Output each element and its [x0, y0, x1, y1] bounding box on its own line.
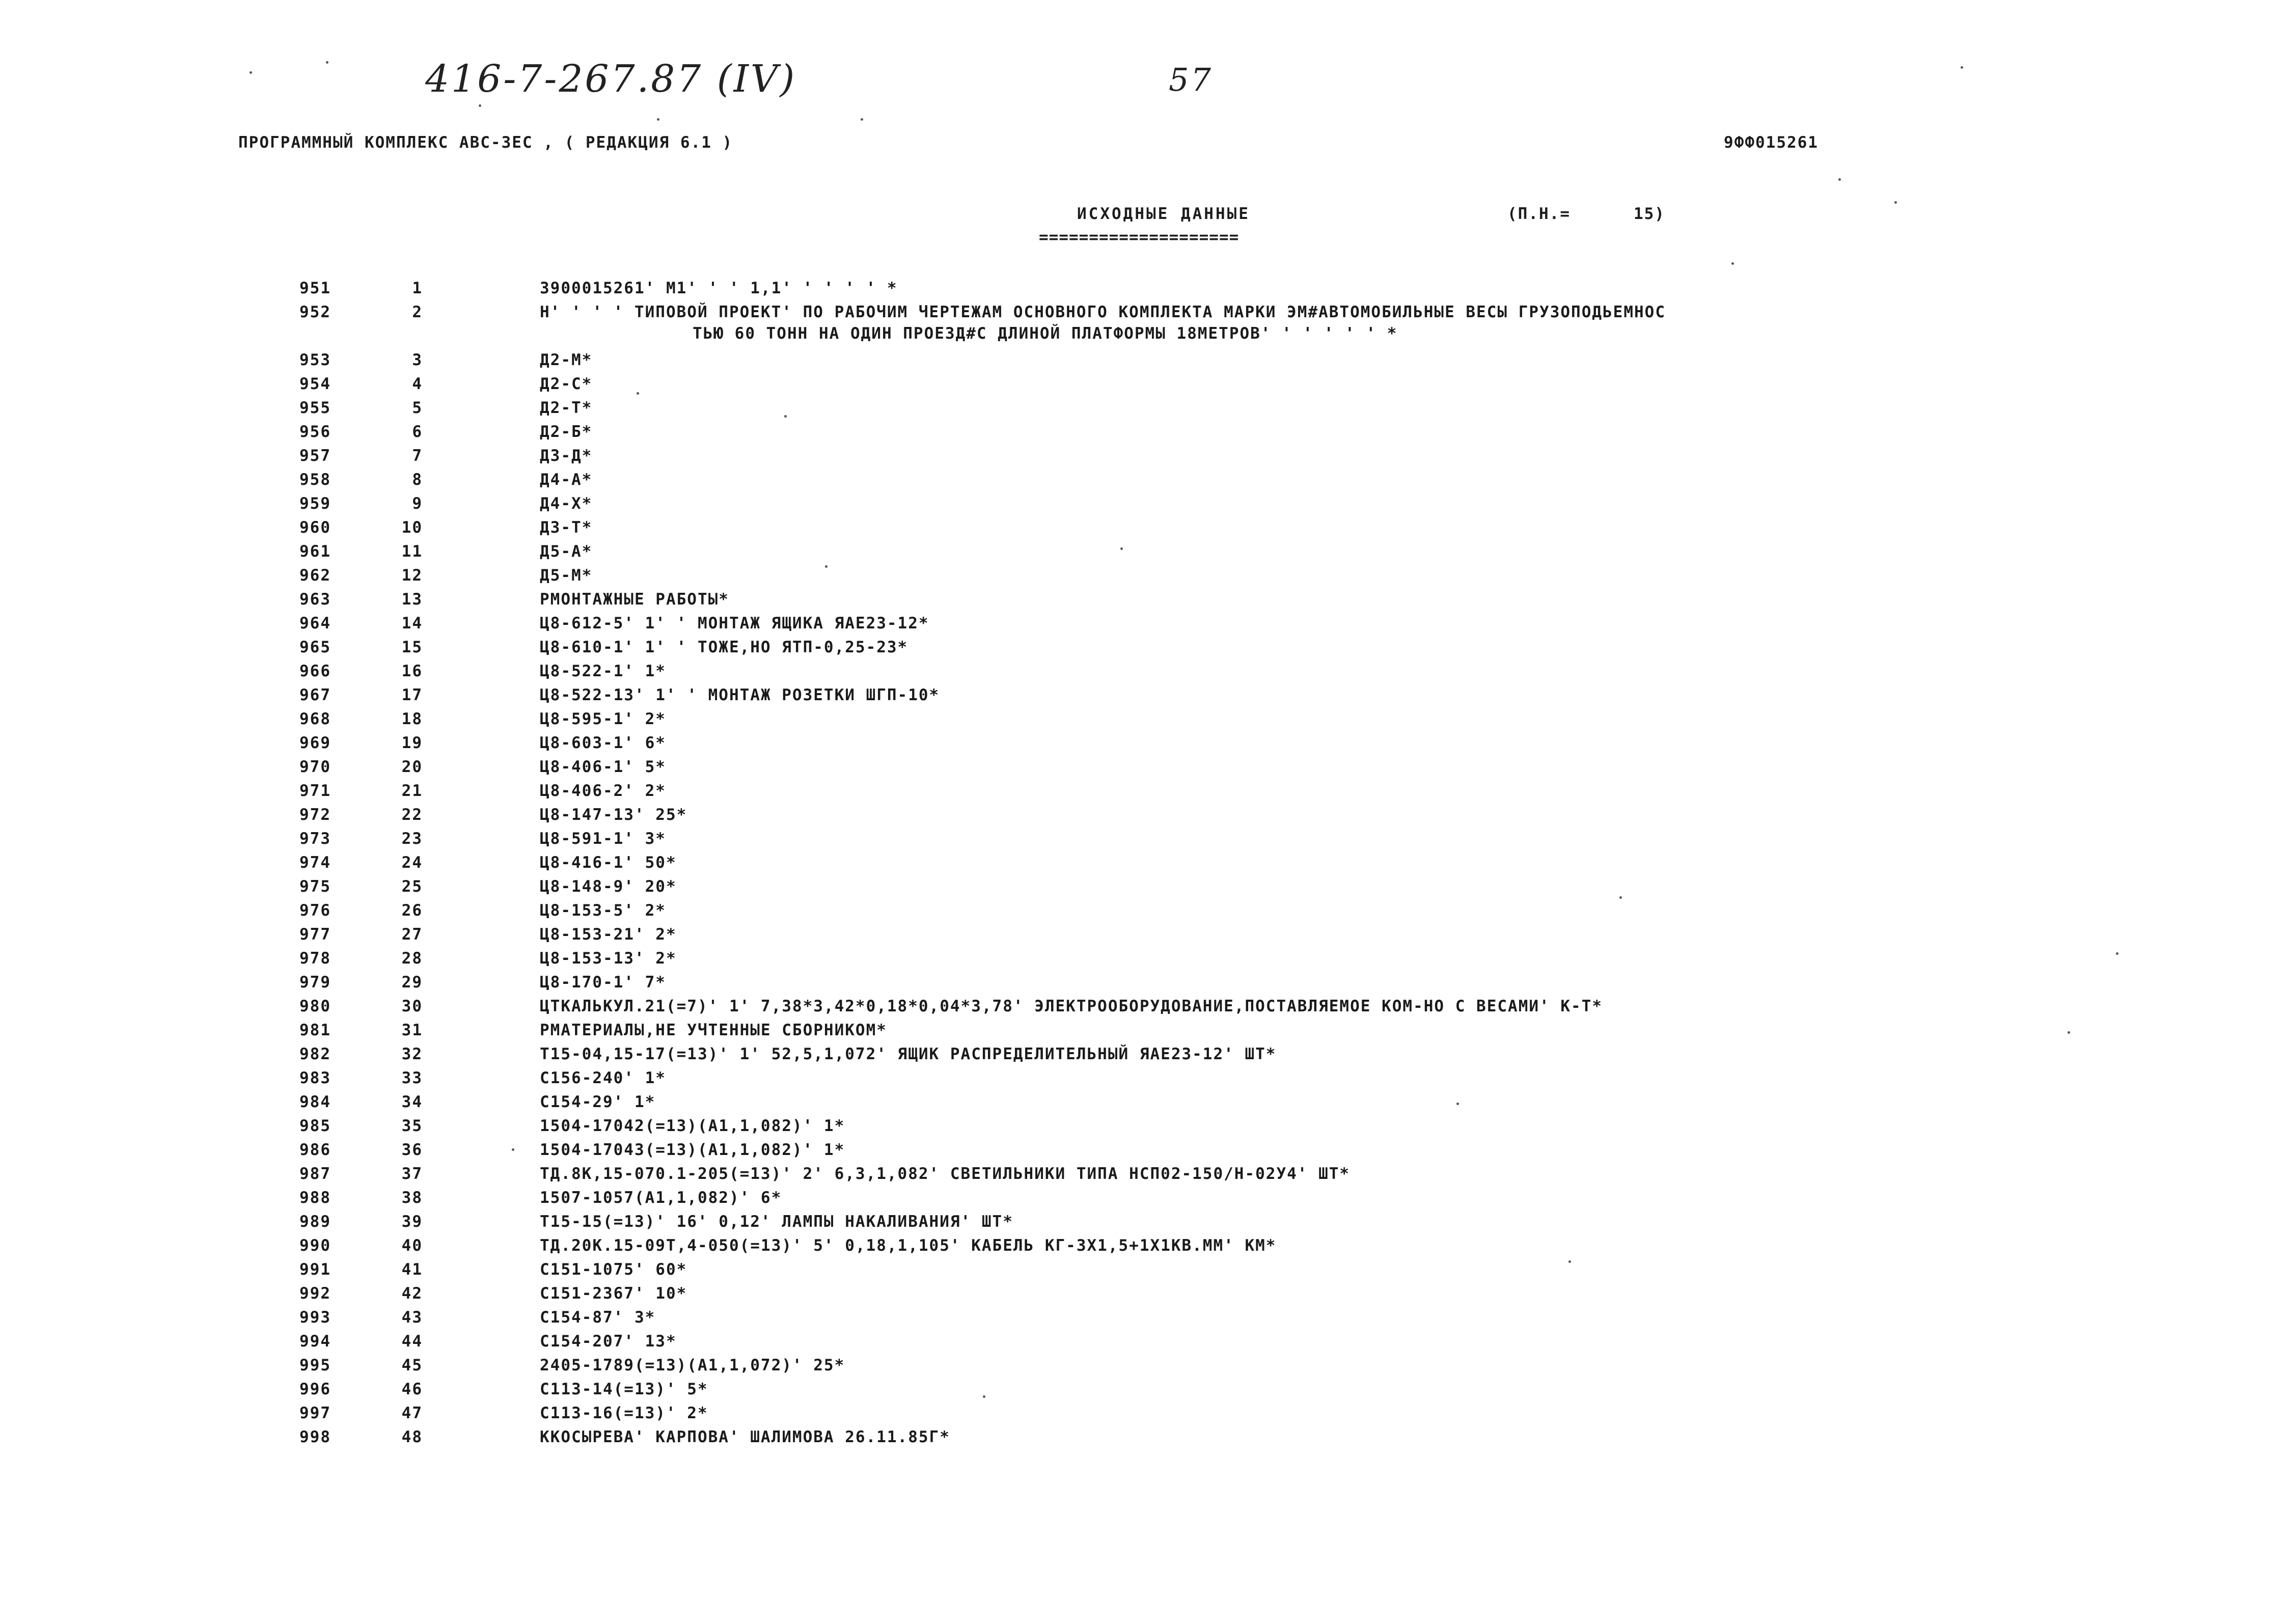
record-text: Ц8-148-9' 20* [540, 877, 677, 896]
record-row [0, 782, 2286, 806]
record-text: Ц8-603-1' 6* [540, 734, 666, 752]
record-sequence-number: 48 [401, 1428, 423, 1446]
record-row [0, 1428, 2286, 1452]
record-line-number: 970 [299, 758, 331, 776]
record-row [0, 854, 2286, 877]
record-sequence-number: 41 [401, 1260, 423, 1279]
record-line-number: 955 [299, 399, 331, 417]
record-sequence-number: 8 [412, 471, 423, 489]
record-sequence-number: 25 [401, 877, 423, 896]
program-title: ПРОГРАММНЫЙ КОМПЛЕКС АВС-3ЕС , ( РЕДАКЦИЯ 6.1 ) [238, 133, 733, 152]
record-text: Д2-С* [540, 375, 593, 393]
record-row [0, 806, 2286, 830]
record-row [0, 830, 2286, 854]
record-sequence-number: 6 [412, 423, 423, 441]
section-title: ИСХОДНЫЕ ДАННЫЕ [1077, 205, 1250, 223]
record-sequence-number: 3 [412, 351, 423, 369]
record-text: Д2-Б* [540, 423, 593, 441]
record-sequence-number: 12 [401, 566, 423, 585]
record-text: Ц8-522-1' 1* [540, 662, 666, 680]
record-sequence-number: 1 [412, 279, 423, 297]
record-line-number: 967 [299, 686, 331, 704]
record-text: Ц8-406-1' 5* [540, 758, 666, 776]
record-row [0, 279, 2286, 303]
record-sequence-number: 37 [401, 1165, 423, 1183]
record-line-number: 961 [299, 542, 331, 561]
record-text: Ц8-416-1' 50* [540, 854, 677, 872]
record-row [0, 1213, 2286, 1236]
record-line-number: 951 [299, 279, 331, 297]
record-sequence-number: 46 [401, 1380, 423, 1398]
record-text: С154-207' 13* [540, 1332, 677, 1351]
record-row [0, 542, 2286, 566]
record-line-number: 964 [299, 614, 331, 632]
record-sequence-number: 35 [401, 1117, 423, 1135]
record-sequence-number: 43 [401, 1308, 423, 1327]
record-line-number: 975 [299, 877, 331, 896]
record-row [0, 1117, 2286, 1141]
record-text: Д5-М* [540, 566, 593, 585]
record-row [0, 1045, 2286, 1069]
record-text: 1504-17043(=13)(А1,1,082)' 1* [540, 1141, 845, 1159]
record-text: Ц8-595-1' 2* [540, 710, 666, 728]
record-line-number: 989 [299, 1213, 331, 1231]
record-line-number: 971 [299, 782, 331, 800]
record-sequence-number: 24 [401, 854, 423, 872]
record-sequence-number: 23 [401, 830, 423, 848]
record-sequence-number: 47 [401, 1404, 423, 1422]
record-row [0, 1356, 2286, 1380]
record-line-number: 960 [299, 518, 331, 537]
record-line-number: 962 [299, 566, 331, 585]
record-row [0, 1189, 2286, 1213]
record-line-number: 983 [299, 1069, 331, 1087]
record-row [0, 399, 2286, 423]
record-line-number: 985 [299, 1117, 331, 1135]
record-sequence-number: 17 [401, 686, 423, 704]
record-sequence-number: 5 [412, 399, 423, 417]
record-line-number: 995 [299, 1356, 331, 1374]
record-sequence-number: 33 [401, 1069, 423, 1087]
record-line-number: 976 [299, 901, 331, 920]
record-row [0, 423, 2286, 447]
record-line-number: 957 [299, 447, 331, 465]
record-line-number: 997 [299, 1404, 331, 1422]
record-line-number: 974 [299, 854, 331, 872]
record-sequence-number: 18 [401, 710, 423, 728]
section-underline: ==================== [1039, 228, 1240, 246]
record-sequence-number: 29 [401, 973, 423, 992]
record-row [0, 1404, 2286, 1428]
record-row [0, 710, 2286, 734]
record-line-number: 998 [299, 1428, 331, 1446]
record-text: С156-240' 1* [540, 1069, 666, 1087]
record-sequence-number: 9 [412, 494, 423, 513]
record-line-number: 996 [299, 1380, 331, 1398]
record-text: С151-1075' 60* [540, 1260, 687, 1279]
record-sequence-number: 39 [401, 1213, 423, 1231]
record-line-number: 977 [299, 925, 331, 944]
record-line-number: 979 [299, 973, 331, 992]
record-line-number: 953 [299, 351, 331, 369]
record-text: Ц8-153-5' 2* [540, 901, 666, 920]
record-text: РМОНТАЖНЫЕ РАБОТЫ* [540, 590, 729, 609]
record-text: С154-87' 3* [540, 1308, 656, 1327]
record-row [0, 662, 2286, 686]
record-text: Т15-15(=13)' 16' 0,12' ЛАМПЫ НАКАЛИВАНИЯ' ШТ* [540, 1213, 1013, 1231]
record-sequence-number: 7 [412, 447, 423, 465]
record-row [0, 949, 2286, 973]
record-row [0, 471, 2286, 494]
record-sequence-number: 16 [401, 662, 423, 680]
record-line-number: 956 [299, 423, 331, 441]
record-line-number: 980 [299, 997, 331, 1015]
record-sequence-number: 21 [401, 782, 423, 800]
record-row [0, 566, 2286, 590]
record-text: Ц8-610-1' 1' ' ТОЖЕ,НО ЯТП-0,25-23* [540, 638, 908, 656]
record-line-number: 965 [299, 638, 331, 656]
record-sequence-number: 38 [401, 1189, 423, 1207]
record-line-number: 959 [299, 494, 331, 513]
record-text: Д5-А* [540, 542, 593, 561]
record-line-number: 978 [299, 949, 331, 968]
record-text: Д4-А* [540, 471, 593, 489]
record-text: ТД.8К,15-070.1-205(=13)' 2' 6,3,1,082' СВЕТИЛЬНИКИ ТИПА НСП02-150/Н-02У4' ШТ* [540, 1165, 1351, 1183]
record-row [0, 901, 2286, 925]
record-line-number: 973 [299, 830, 331, 848]
record-text: Ц8-153-21' 2* [540, 925, 677, 944]
record-text: ККОСЫРЕВА' КАРПОВА' ШАЛИМОВА 26.11.85Г* [540, 1428, 950, 1446]
record-text: Д4-Х* [540, 494, 593, 513]
record-row [0, 1069, 2286, 1093]
record-text: Д2-М* [540, 351, 593, 369]
record-row [0, 351, 2286, 375]
record-sequence-number: 10 [401, 518, 423, 537]
record-text: 3900015261' М1' ' ' 1,1' ' ' ' ' * [540, 279, 898, 297]
record-row [0, 494, 2286, 518]
record-line-number: 992 [299, 1284, 331, 1303]
record-text: С113-14(=13)' 5* [540, 1380, 708, 1398]
record-sequence-number: 22 [401, 806, 423, 824]
record-sequence-number: 31 [401, 1021, 423, 1039]
record-line-number: 993 [299, 1308, 331, 1327]
record-row [0, 638, 2286, 662]
record-sequence-number: 20 [401, 758, 423, 776]
record-row [0, 1260, 2286, 1284]
handwritten-page-number: 57 [1169, 61, 1213, 98]
record-text: 1507-1057(А1,1,082)' 6* [540, 1189, 782, 1207]
record-line-number: 987 [299, 1165, 331, 1183]
record-text: Т15-04,15-17(=13)' 1' 52,5,1,072' ЯЩИК РАСПРЕДЕЛИТЕЛЬНЫЙ ЯАЕ23-12' ШТ* [540, 1045, 1277, 1063]
record-sequence-number: 13 [401, 590, 423, 609]
record-text: Н' ' ' ' ТИПОВОЙ ПРОЕКТ' ПО РАБОЧИМ ЧЕРТЕЖАМ ОСНОВНОГО КОМПЛЕКТА МАРКИ ЭМ#АВТОМОБИЛЬНЫЕ ВЕСЫ ГРУЗОПОДЬЕМНОС [540, 303, 1666, 321]
record-text: Д2-Т* [540, 399, 593, 417]
record-row [0, 614, 2286, 638]
record-sequence-number: 36 [401, 1141, 423, 1159]
record-sequence-number: 27 [401, 925, 423, 944]
record-line-number: 984 [299, 1093, 331, 1111]
record-line-number: 991 [299, 1260, 331, 1279]
record-text: ЦТКАЛЬКУЛ.21(=7)' 1' 7,38*3,42*0,18*0,04*3,78' ЭЛЕКТРООБОРУДОВАНИЕ,ПОСТАВЛЯЕМОЕ КОМ-НО С ВЕСАМИ' К-Т* [540, 997, 1603, 1015]
record-row [0, 925, 2286, 949]
record-text: Ц8-406-2' 2* [540, 782, 666, 800]
record-sequence-number: 34 [401, 1093, 423, 1111]
record-row [0, 758, 2286, 782]
record-text: ТД.20К.15-09Т,4-050(=13)' 5' 0,18,1,105' КАБЕЛЬ КГ-3Х1,5+1Х1КВ.ММ' КМ* [540, 1236, 1277, 1255]
record-text: Д3-Т* [540, 518, 593, 537]
record-text: 2405-1789(=13)(А1,1,072)' 25* [540, 1356, 845, 1374]
record-row [0, 590, 2286, 614]
record-line-number: 954 [299, 375, 331, 393]
record-text: Ц8-522-13' 1' ' МОНТАЖ РОЗЕТКИ ШГП-10* [540, 686, 940, 704]
record-sequence-number: 40 [401, 1236, 423, 1255]
record-row [0, 1236, 2286, 1260]
record-sequence-number: 26 [401, 901, 423, 920]
record-sequence-number: 42 [401, 1284, 423, 1303]
record-row [0, 877, 2286, 901]
record-sequence-number: 44 [401, 1332, 423, 1351]
record-text: 1504-17042(=13)(А1,1,082)' 1* [540, 1117, 845, 1135]
record-row [0, 1284, 2286, 1308]
section-param: (П.Н.= 15) [1507, 205, 1665, 223]
record-text: С154-29' 1* [540, 1093, 656, 1111]
record-line-number: 969 [299, 734, 331, 752]
record-line-number: 986 [299, 1141, 331, 1159]
record-row [0, 973, 2286, 997]
record-text: С113-16(=13)' 2* [540, 1404, 708, 1422]
record-line-number: 988 [299, 1189, 331, 1207]
record-sequence-number: 30 [401, 997, 423, 1015]
record-text-continuation: ТЬЮ 60 ТОНН НА ОДИН ПРОЕЗД#С ДЛИНОЙ ПЛАТФОРМЫ 18МЕТРОВ' ' ' ' ' ' * [693, 324, 1398, 343]
record-row [0, 447, 2286, 471]
record-line-number: 958 [299, 471, 331, 489]
record-line-number: 968 [299, 710, 331, 728]
record-sequence-number: 45 [401, 1356, 423, 1374]
record-text: Д3-Д* [540, 447, 593, 465]
record-line-number: 982 [299, 1045, 331, 1063]
record-text: Ц8-591-1' 3* [540, 830, 666, 848]
record-line-number: 981 [299, 1021, 331, 1039]
record-sequence-number: 11 [401, 542, 423, 561]
record-text: Ц8-153-13' 2* [540, 949, 677, 968]
record-row [0, 686, 2286, 710]
record-row [0, 997, 2286, 1021]
record-line-number: 994 [299, 1332, 331, 1351]
record-sequence-number: 4 [412, 375, 423, 393]
record-row [0, 518, 2286, 542]
record-sequence-number: 32 [401, 1045, 423, 1063]
record-text: Ц8-612-5' 1' ' МОНТАЖ ЯЩИКА ЯАЕ23-12* [540, 614, 929, 632]
record-sequence-number: 14 [401, 614, 423, 632]
record-sequence-number: 19 [401, 734, 423, 752]
handwritten-doc-id: 416-7-267.87 (IV) [425, 57, 797, 101]
record-row [0, 1141, 2286, 1165]
record-row [0, 1380, 2286, 1404]
record-row [0, 1165, 2286, 1189]
record-line-number: 963 [299, 590, 331, 609]
record-row [0, 734, 2286, 758]
record-sequence-number: 15 [401, 638, 423, 656]
record-sequence-number: 28 [401, 949, 423, 968]
record-line-number: 952 [299, 303, 331, 321]
record-row [0, 1332, 2286, 1356]
record-row [0, 1021, 2286, 1045]
record-text: РМАТЕРИАЛЫ,НЕ УЧТЕННЫЕ СБОРНИКОМ* [540, 1021, 887, 1039]
record-text: С151-2367' 10* [540, 1284, 687, 1303]
record-row [0, 303, 2286, 351]
record-line-number: 972 [299, 806, 331, 824]
record-row [0, 1093, 2286, 1117]
record-sequence-number: 2 [412, 303, 423, 321]
record-text: Ц8-147-13' 25* [540, 806, 687, 824]
record-line-number: 990 [299, 1236, 331, 1255]
program-code: 9ФФ015261 [1724, 133, 1819, 152]
record-text: Ц8-170-1' 7* [540, 973, 666, 992]
records-list [0, 279, 2286, 1452]
record-line-number: 966 [299, 662, 331, 680]
record-row [0, 1308, 2286, 1332]
record-row [0, 375, 2286, 399]
